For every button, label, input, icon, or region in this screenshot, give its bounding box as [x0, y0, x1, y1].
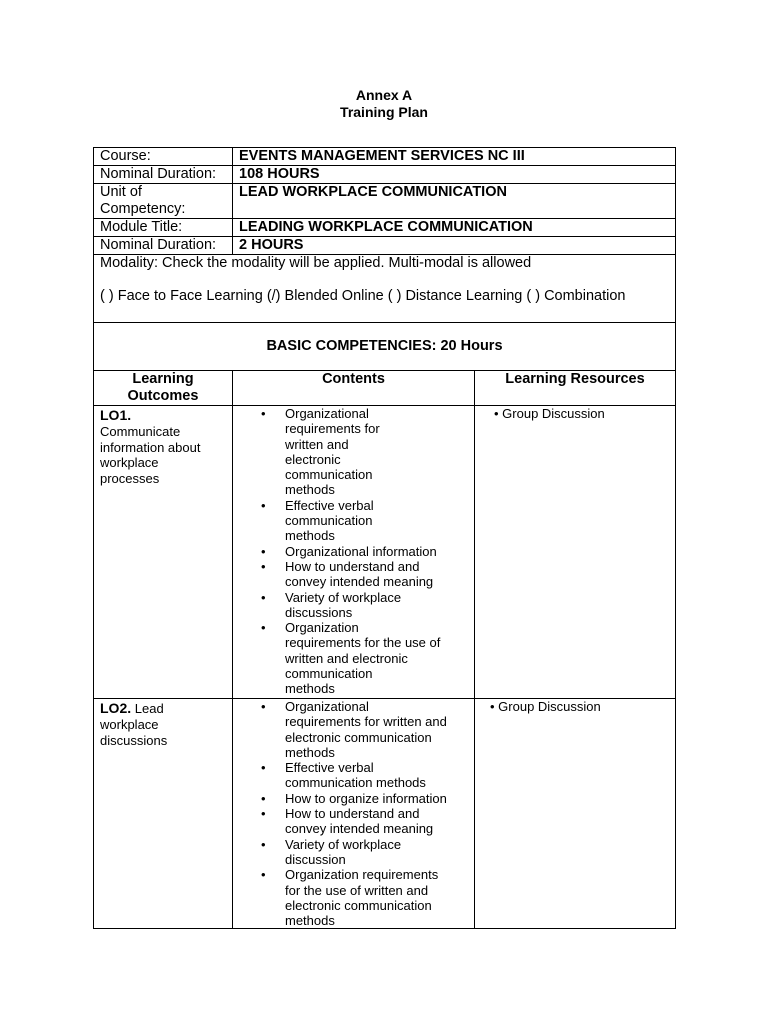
- column-header-outcomes-line1: Learning: [132, 371, 194, 387]
- resources-cell-lo1: [475, 406, 676, 699]
- modality-options: ( ) Face to Face Learning (/) Blended Online ( ) Distance Learning ( ) Combination: [100, 288, 626, 304]
- resource-item: • Group Discussion: [490, 699, 601, 714]
- content-line: • How to understand and: [285, 806, 420, 822]
- unit-label: [94, 184, 233, 219]
- content-line: methods: [285, 744, 335, 760]
- module-value: LEADING WORKPLACE COMMUNICATION: [233, 219, 676, 237]
- outcome-cell-lo1: [94, 406, 233, 699]
- module-duration-value: 2 HOURS: [233, 237, 676, 255]
- content-line: • Organizational: [285, 406, 369, 421]
- content-line: • How to organize information: [285, 790, 447, 806]
- outcome-row-lo2: [94, 699, 676, 929]
- column-header-row: [94, 371, 676, 406]
- duration-value: 108 HOURS: [233, 166, 676, 184]
- content-line: electronic communication: [285, 897, 432, 913]
- contents-cell-lo2: [233, 699, 475, 929]
- content-line: methods: [285, 681, 335, 697]
- unit-label-line2: Competency:: [100, 201, 186, 217]
- column-header-contents: Contents: [233, 371, 475, 406]
- page-title: Training Plan: [340, 104, 428, 120]
- content-line: convey intended meaning: [285, 574, 434, 590]
- outcome-description-line: workplace: [100, 455, 159, 470]
- module-duration-label: Nominal Duration:: [94, 237, 233, 255]
- content-item: [285, 620, 474, 696]
- outcome-description-line: workplace: [100, 717, 159, 732]
- content-line: for the use of written and: [285, 882, 429, 898]
- content-item: [285, 791, 474, 806]
- content-line: methods: [285, 528, 335, 544]
- outcome-row-lo1: [94, 406, 676, 699]
- content-item: [285, 544, 474, 559]
- content-line: methods: [285, 913, 335, 929]
- content-line: written and electronic: [285, 650, 408, 666]
- course-row: [94, 148, 676, 166]
- content-line: requirements for written and: [285, 714, 447, 730]
- resource-item: • Group Discussion: [494, 406, 605, 421]
- content-line: communication: [285, 666, 373, 682]
- contents-list: [239, 699, 474, 928]
- content-item: [285, 867, 474, 928]
- content-line: • Variety of workplace: [285, 589, 402, 605]
- content-line: • Organization requirements: [285, 867, 439, 883]
- content-line: communication: [285, 467, 373, 483]
- content-line: • Organizational: [285, 699, 369, 714]
- training-plan-table: [93, 147, 676, 929]
- modality-cell: [94, 255, 676, 323]
- outcome-description: [100, 700, 232, 749]
- unit-row: [94, 184, 676, 219]
- content-item: [285, 559, 474, 590]
- content-line: discussions: [285, 604, 353, 620]
- content-line: requirements for the use of: [285, 635, 441, 651]
- basic-competencies: BASIC COMPETENCIES: 20 Hours: [94, 323, 676, 371]
- content-line: written and: [285, 436, 349, 452]
- content-line: • Variety of workplace: [285, 836, 402, 852]
- content-item: [285, 699, 474, 760]
- content-line: requirements for: [285, 421, 380, 437]
- content-line: electronic: [285, 451, 341, 467]
- basic-competencies-row: [94, 323, 676, 371]
- annex-title: Annex A: [355, 87, 413, 103]
- content-line: communication methods: [285, 775, 426, 791]
- modality-instruction: Modality: Check the modality will be applied. Multi-modal is allowed: [100, 255, 532, 271]
- course-value: EVENTS MANAGEMENT SERVICES NC III: [233, 148, 676, 166]
- outcome-description-first-line: [100, 700, 232, 717]
- outcome-code: LO2.: [100, 700, 132, 716]
- modality-row: [94, 255, 676, 323]
- module-row: [94, 219, 676, 237]
- content-item: [285, 760, 474, 791]
- outcome-description-line: Communicate: [100, 424, 181, 439]
- content-line: methods: [285, 482, 335, 498]
- content-item: [285, 806, 474, 837]
- content-line: convey intended meaning: [285, 821, 434, 837]
- content-item: [285, 498, 474, 544]
- column-header-outcomes: [94, 371, 233, 406]
- column-header-outcomes-line2: Outcomes: [127, 388, 199, 404]
- contents-list: [239, 406, 474, 697]
- content-item: [285, 590, 474, 621]
- content-line: • Organization: [285, 620, 359, 636]
- duration-row: [94, 166, 676, 184]
- unit-value: LEAD WORKPLACE COMMUNICATION: [233, 184, 676, 219]
- content-line: communication: [285, 513, 373, 529]
- outcome-description-line: Lead: [134, 701, 164, 716]
- content-line: • Effective verbal: [285, 760, 374, 776]
- content-line: electronic communication: [285, 729, 432, 745]
- outcome-description-line: processes: [100, 470, 160, 486]
- resources-cell-lo2: [475, 699, 676, 929]
- course-label: Course:: [94, 148, 233, 166]
- outcome-description-line: discussions: [100, 733, 168, 748]
- unit-label-line1: Unit of: [100, 184, 142, 200]
- outcome-cell-lo2: [94, 699, 233, 929]
- content-line: discussion: [285, 851, 346, 867]
- content-line: • How to understand and: [285, 558, 420, 574]
- outcome-description-line: information about: [100, 439, 201, 455]
- content-item: [285, 837, 474, 868]
- column-header-resources: Learning Resources: [475, 371, 676, 406]
- module-duration-row: [94, 237, 676, 255]
- outcome-code: LO1.: [100, 407, 132, 423]
- module-label: Module Title:: [94, 219, 233, 237]
- content-item: [285, 406, 474, 498]
- contents-cell-lo1: [233, 406, 475, 699]
- duration-label: Nominal Duration:: [94, 166, 233, 184]
- content-line: • Effective verbal: [285, 497, 374, 513]
- content-line: • Organizational information: [285, 543, 437, 559]
- outcome-description: [100, 424, 232, 486]
